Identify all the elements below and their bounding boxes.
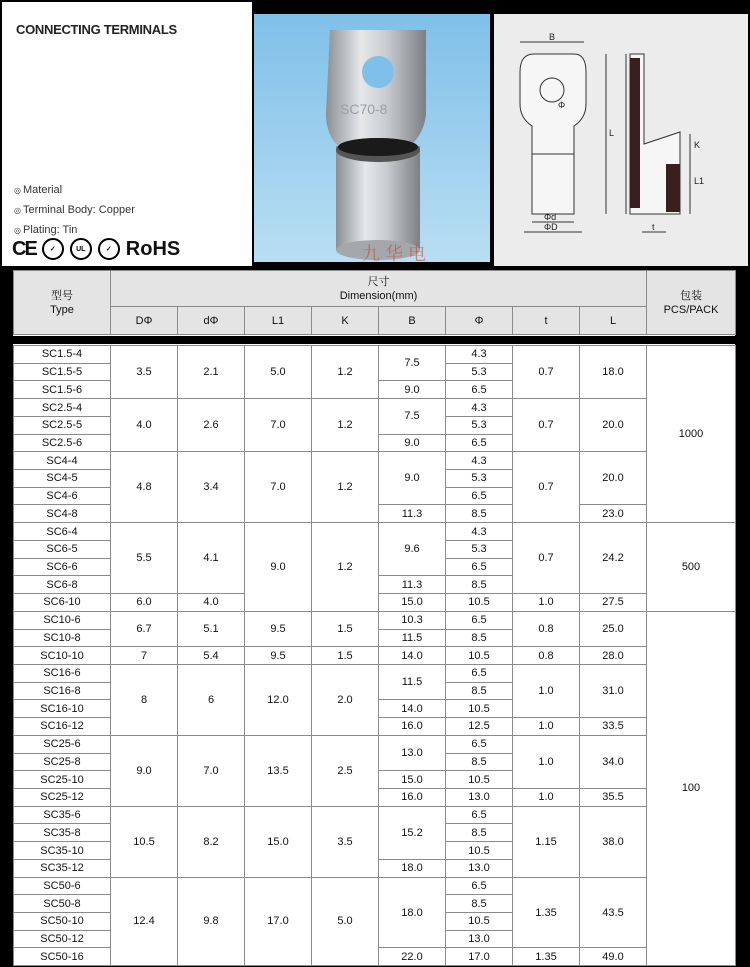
product-photo	[254, 14, 490, 262]
l-cell: 31.0	[579, 664, 647, 718]
b-cell: 11.5	[378, 629, 446, 648]
type-cell: SC16-12	[13, 717, 111, 736]
phi-cell: 13.0	[445, 788, 513, 807]
rohs-mark: RoHS	[125, 238, 181, 260]
type-cell: SC25-12	[13, 788, 111, 807]
d-inner-cell: 4.1	[177, 522, 245, 594]
l-cell: 34.0	[579, 735, 647, 789]
b-cell: 9.0	[378, 380, 446, 399]
type-cell: SC50-12	[13, 930, 111, 949]
k-cell: 3.5	[311, 806, 379, 878]
d-outer-cell: 10.5	[110, 806, 178, 878]
dimension-header	[110, 270, 647, 307]
l-cell: 33.5	[579, 717, 647, 736]
t-cell: 1.35	[512, 947, 580, 966]
l1-cell: 13.5	[244, 735, 312, 807]
b-cell: 9.6	[378, 522, 446, 576]
type-cell: SC1.5-5	[13, 363, 111, 382]
d-outer-cell: 3.5	[110, 345, 178, 399]
product-title: CONNECTING TERMINALS	[16, 22, 177, 37]
l1-cell: 9.5	[244, 611, 312, 647]
column-header-2: dΦ	[177, 306, 245, 335]
d-inner-cell: 7.0	[177, 735, 245, 807]
phi-cell: 10.5	[445, 646, 513, 665]
phi-cell: 5.3	[445, 540, 513, 559]
phi-cell: 8.5	[445, 575, 513, 594]
pack-cell: 1000	[646, 345, 736, 523]
d-inner-cell: 3.4	[177, 451, 245, 523]
phi-cell: 4.3	[445, 451, 513, 470]
phi-cell: 8.5	[445, 753, 513, 772]
b-cell: 22.0	[378, 947, 446, 966]
l-cell: 28.0	[579, 646, 647, 665]
phi-cell: 6.5	[445, 806, 513, 825]
l-cell: 27.5	[579, 593, 647, 612]
phi-cell: 5.3	[445, 416, 513, 435]
type-cell: SC4-8	[13, 504, 111, 523]
svg-text:Φd: Φd	[544, 212, 557, 222]
d-outer-cell: 5.5	[110, 522, 178, 594]
svg-text:ΦD: ΦD	[544, 222, 558, 232]
b-cell: 9.0	[378, 434, 446, 453]
column-header-5: B	[378, 306, 446, 335]
phi-cell: 8.5	[445, 823, 513, 842]
t-cell: 0.7	[512, 451, 580, 523]
drawing-label-b: B	[549, 32, 556, 42]
product-info-panel	[2, 2, 252, 266]
phi-cell: 6.5	[445, 434, 513, 453]
b-cell: 11.5	[378, 664, 446, 700]
pack-cell: 100	[646, 611, 736, 966]
column-header-8: L	[579, 306, 647, 335]
type-cell: SC50-6	[13, 877, 111, 896]
k-cell: 1.2	[311, 522, 379, 612]
t-cell: 1.0	[512, 735, 580, 789]
svg-text:L1: L1	[694, 176, 705, 186]
type-cell: SC1.5-4	[13, 345, 111, 364]
phi-cell: 5.3	[445, 363, 513, 382]
spec-material: ◎ Material	[14, 184, 63, 196]
d-outer-cell: 4.0	[110, 398, 178, 452]
b-cell: 10.3	[378, 611, 446, 630]
type-cell: SC16-8	[13, 682, 111, 701]
pack-header-en: PCS/PACK	[663, 303, 719, 316]
phi-cell: 6.5	[445, 611, 513, 630]
column-header-7: t	[512, 306, 580, 335]
pack-cell: 500	[646, 522, 736, 612]
type-cell: SC2.5-4	[13, 398, 111, 417]
t-cell: 0.8	[512, 611, 580, 647]
b-cell: 15.2	[378, 806, 446, 860]
type-cell: SC25-8	[13, 753, 111, 772]
phi-cell: 8.5	[445, 894, 513, 913]
bullet-icon: ◎	[14, 206, 21, 215]
b-cell: 9.0	[378, 451, 446, 505]
terminal-photo-image	[254, 14, 490, 262]
dimension-drawing-image	[494, 14, 748, 266]
type-cell: SC16-10	[13, 699, 111, 718]
d-outer-cell: 9.0	[110, 735, 178, 807]
l-cell: 20.0	[579, 451, 647, 505]
k-cell: 5.0	[311, 877, 379, 967]
column-header-3: L1	[244, 306, 312, 335]
phi-cell: 13.0	[445, 930, 513, 949]
l1-cell: 15.0	[244, 806, 312, 878]
type-cell: SC6-5	[13, 540, 111, 559]
l1-cell: 5.0	[244, 345, 312, 399]
phi-cell: 4.3	[445, 522, 513, 541]
phi-cell: 6.5	[445, 380, 513, 399]
l-cell: 38.0	[579, 806, 647, 878]
b-cell: 14.0	[378, 646, 446, 665]
l-cell: 35.5	[579, 788, 647, 807]
phi-cell: 6.5	[445, 664, 513, 683]
phi-cell: 4.3	[445, 345, 513, 364]
phi-cell: 6.5	[445, 558, 513, 577]
spec-body: ◎ Terminal Body: Copper	[14, 204, 135, 216]
d-inner-cell: 8.2	[177, 806, 245, 878]
type-cell: SC6-10	[13, 593, 111, 612]
pack-header	[646, 270, 736, 335]
phi-cell: 6.5	[445, 735, 513, 754]
l-cell: 20.0	[579, 398, 647, 452]
d-outer-cell: 12.4	[110, 877, 178, 967]
phi-cell: 10.5	[445, 770, 513, 789]
b-cell: 11.3	[378, 504, 446, 523]
type-cell: SC25-10	[13, 770, 111, 789]
column-header-6: Φ	[445, 306, 513, 335]
ccc-mark-icon: ✓	[42, 238, 64, 260]
technical-drawing	[494, 14, 748, 266]
d-inner-cell: 2.1	[177, 345, 245, 399]
k-cell: 2.0	[311, 664, 379, 736]
phi-cell: 13.0	[445, 859, 513, 878]
b-cell: 18.0	[378, 859, 446, 878]
type-cell: SC35-8	[13, 823, 111, 842]
b-cell: 7.5	[378, 398, 446, 434]
svg-text:L: L	[609, 128, 615, 138]
type-cell: SC10-10	[13, 646, 111, 665]
column-header-4: K	[311, 306, 379, 335]
t-cell: 0.8	[512, 646, 580, 665]
t-cell: 1.35	[512, 877, 580, 949]
k-cell: 1.5	[311, 646, 379, 665]
type-cell: SC2.5-6	[13, 434, 111, 453]
l1-cell: 9.0	[244, 522, 312, 612]
l-cell: 18.0	[579, 345, 647, 399]
d-outer-cell: 4.8	[110, 451, 178, 523]
l1-cell: 17.0	[244, 877, 312, 967]
phi-cell: 12.5	[445, 717, 513, 736]
type-cell: SC6-6	[13, 558, 111, 577]
type-cell: SC10-8	[13, 629, 111, 648]
b-cell: 16.0	[378, 788, 446, 807]
d-inner-cell: 5.1	[177, 611, 245, 647]
pack-header-cn: 包装	[680, 289, 702, 302]
d-inner-cell: 4.0	[177, 593, 245, 612]
k-cell: 1.2	[311, 398, 379, 452]
type-cell: SC1.5-6	[13, 380, 111, 399]
bullet-icon: ◎	[14, 186, 21, 195]
phi-cell: 10.5	[445, 912, 513, 931]
column-header-1: DΦ	[110, 306, 178, 335]
d-outer-cell: 6.7	[110, 611, 178, 647]
type-cell: SC6-8	[13, 575, 111, 594]
l-cell: 24.2	[579, 522, 647, 594]
d-inner-cell: 9.8	[177, 877, 245, 967]
phi-cell: 8.5	[445, 629, 513, 648]
phi-cell: 4.3	[445, 398, 513, 417]
phi-cell: 8.5	[445, 504, 513, 523]
phi-cell: 17.0	[445, 947, 513, 966]
type-cell: SC4-5	[13, 469, 111, 488]
l1-cell: 9.5	[244, 646, 312, 665]
t-cell: 1.0	[512, 593, 580, 612]
type-cell: SC50-16	[13, 947, 111, 966]
t-cell: 1.0	[512, 664, 580, 718]
l-cell: 49.0	[579, 947, 647, 966]
k-cell: 1.2	[311, 345, 379, 399]
type-cell: SC35-12	[13, 859, 111, 878]
phi-cell: 10.5	[445, 593, 513, 612]
b-cell: 18.0	[378, 877, 446, 949]
sgs-mark-icon: ✓	[98, 238, 120, 260]
b-cell: 14.0	[378, 699, 446, 718]
type-cell: SC50-10	[13, 912, 111, 931]
ce-mark-icon: CE	[12, 238, 36, 260]
type-cell: SC10-6	[13, 611, 111, 630]
k-cell: 1.5	[311, 611, 379, 647]
type-cell: SC6-4	[13, 522, 111, 541]
ul-mark-icon: UL	[70, 238, 92, 260]
phi-cell: 6.5	[445, 877, 513, 896]
phi-cell: 6.5	[445, 487, 513, 506]
b-cell: 15.0	[378, 593, 446, 612]
phi-cell: 10.5	[445, 699, 513, 718]
k-cell: 1.2	[311, 451, 379, 523]
d-outer-cell: 7	[110, 646, 178, 665]
type-cell: SC35-10	[13, 841, 111, 860]
svg-text:SC70-8: SC70-8	[340, 101, 388, 117]
d-outer-cell: 6.0	[110, 593, 178, 612]
type-header-cn: 型号	[51, 289, 73, 302]
t-cell: 0.7	[512, 345, 580, 399]
t-cell: 1.0	[512, 717, 580, 736]
l1-cell: 7.0	[244, 451, 312, 523]
header-separator	[13, 336, 735, 344]
b-cell: 16.0	[378, 717, 446, 736]
l-cell: 23.0	[579, 504, 647, 523]
type-cell: SC35-6	[13, 806, 111, 825]
d-inner-cell: 5.4	[177, 646, 245, 665]
type-cell: SC4-6	[13, 487, 111, 506]
l-cell: 25.0	[579, 611, 647, 647]
d-inner-cell: 6	[177, 664, 245, 736]
d-inner-cell: 2.6	[177, 398, 245, 452]
phi-cell: 5.3	[445, 469, 513, 488]
t-cell: 0.7	[512, 522, 580, 594]
d-outer-cell: 8	[110, 664, 178, 736]
certification-logos	[12, 238, 180, 260]
b-cell: 13.0	[378, 735, 446, 771]
t-cell: 0.7	[512, 398, 580, 452]
type-cell: SC4-4	[13, 451, 111, 470]
spec-plating: ◎ Plating: Tin	[14, 224, 78, 236]
dimension-header-cn: 尺寸	[367, 275, 390, 288]
dimension-table	[13, 270, 735, 963]
svg-text:九 华 电: 九 华 电	[362, 244, 427, 262]
l-cell: 43.5	[579, 877, 647, 949]
t-cell: 1.0	[512, 788, 580, 807]
type-cell: SC25-6	[13, 735, 111, 754]
type-cell: SC2.5-5	[13, 416, 111, 435]
l1-cell: 12.0	[244, 664, 312, 736]
type-cell: SC16-6	[13, 664, 111, 683]
b-cell: 7.5	[378, 345, 446, 381]
b-cell: 15.0	[378, 770, 446, 789]
svg-text:t: t	[652, 222, 655, 232]
dimension-header-en: Dimension(mm)	[339, 289, 418, 302]
phi-cell: 10.5	[445, 841, 513, 860]
svg-text:K: K	[694, 140, 701, 150]
type-cell: SC50-8	[13, 894, 111, 913]
l1-cell: 7.0	[244, 398, 312, 452]
b-cell: 11.3	[378, 575, 446, 594]
phi-cell: 8.5	[445, 682, 513, 701]
t-cell: 1.15	[512, 806, 580, 878]
k-cell: 2.5	[311, 735, 379, 807]
bullet-icon: ◎	[14, 226, 21, 235]
svg-text:Φ: Φ	[558, 100, 566, 110]
type-header	[13, 270, 111, 335]
type-header-en: Type	[50, 303, 74, 316]
